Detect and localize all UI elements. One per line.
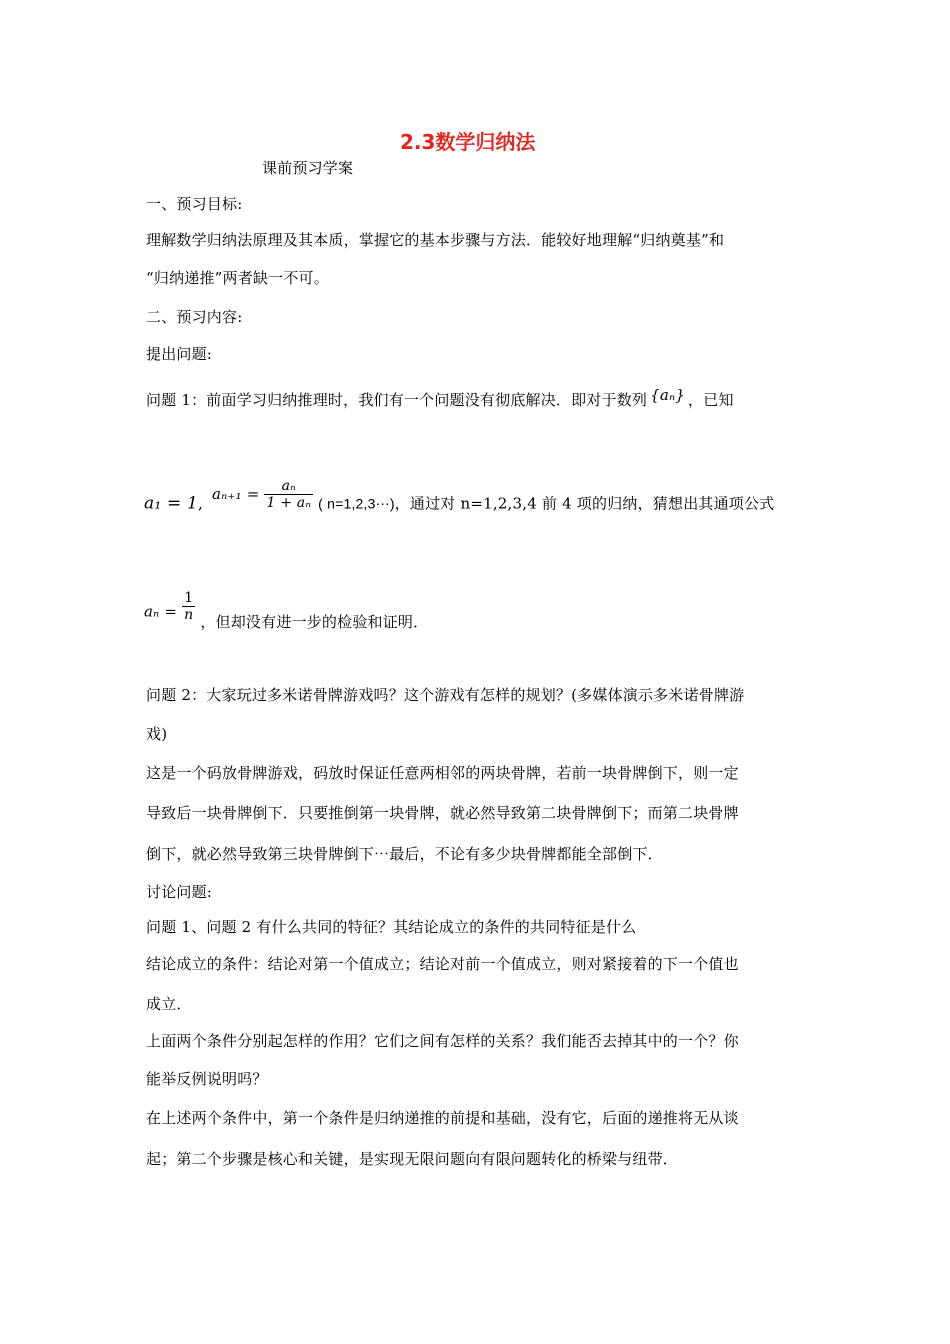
- formula-comma: ,: [198, 494, 203, 513]
- question1-text: 问题 1：前面学习归纳推理时，我们有一个问题没有彻底解决．即对于数列: [146, 391, 648, 409]
- question2-line2: 戏): [146, 725, 168, 743]
- raise-questions-heading: 提出问题:: [146, 345, 213, 363]
- section1-heading: 一、预习目标:: [146, 195, 243, 213]
- conjecture-fraction: [182, 590, 195, 623]
- domino-paragraph-line3: 倒下，就必然导致第三块骨牌倒下⋯最后，不论有多少块骨牌都能全部倒下．: [146, 845, 663, 863]
- answer-line2: 起；第二个步骤是核心和关键，是实现无限问题向有限问题转化的桥梁与纽带．: [146, 1150, 679, 1168]
- question1-tail: ，已知: [688, 391, 734, 409]
- discussion-heading: 讨论问题:: [146, 883, 213, 901]
- sequence-notation: {aₙ}: [650, 386, 686, 404]
- conjecture-text: ，但却没有进一步的检验和证明．: [200, 612, 429, 631]
- recurrence-fraction: [264, 478, 313, 511]
- question1-line1: [146, 386, 734, 410]
- section2-heading: 二、预习内容:: [146, 308, 243, 326]
- page-subtitle: 课前预习学案: [262, 159, 354, 177]
- conjecture-numerator: 1: [184, 590, 194, 606]
- recurrence-formula-line: [144, 478, 775, 521]
- conjecture-denominator: n: [184, 607, 194, 623]
- initial-term: a₁ = 1: [144, 493, 199, 514]
- section1-text-line1: 理解数学归纳法原理及其本质，掌握它的基本步骤与方法．能较好地理解“归纳奠基”和: [146, 231, 725, 249]
- roles-question-line2: 能举反例说明吗？: [146, 1070, 268, 1088]
- roles-question-line1: 上面两个条件分别起怎样的作用？它们之间有怎样的关系？我们能否去掉其中的一个？你: [146, 1032, 739, 1050]
- section1-text-line2: “归纳递推”两者缺一不可。: [146, 269, 329, 287]
- conjecture-lhs: aₙ =: [144, 602, 178, 621]
- question2-line1: 问题 2：大家玩过多米诺骨牌游戏吗？这个游戏有怎样的规划？(多媒体演示多米诺骨牌游: [146, 686, 745, 704]
- domino-paragraph-line2: 导致后一块骨牌倒下．只要推倒第一块骨牌，就必然导致第二块骨牌倒下；而第二块骨牌: [146, 804, 739, 822]
- conditions-line1: 结论成立的条件：结论对第一个值成立；结论对前一个值成立，则对紧接着的下一个值也: [146, 955, 739, 973]
- answer-line1: 在上述两个条件中，第一个条件是归纳递推的前提和基础，没有它，后面的递推将无从谈: [146, 1109, 739, 1127]
- domino-paragraph-line1: 这是一个码放骨牌游戏，码放时保证任意两相邻的两块骨牌，若前一块骨牌倒下，则一定: [146, 764, 739, 782]
- discussion-question: 问题 1、问题 2 有什么共同的特征？其结论成立的条件的共同特征是什么: [146, 918, 637, 936]
- conditions-line2: 成立．: [146, 995, 192, 1013]
- index-range: ( n=1,2,3⋯): [318, 495, 395, 512]
- recurrence-lhs: aₙ₊₁ =: [211, 484, 260, 503]
- recurrence-denominator: 1 + aₙ: [266, 495, 312, 511]
- recurrence-numerator: aₙ: [281, 478, 297, 494]
- page-title: 2.3数学归纳法: [400, 130, 536, 154]
- recurrence-text: ，通过对 n=1,2,3,4 前 4 项的归纳，猜想出其通项公式: [394, 494, 775, 513]
- conjecture-formula-line: [144, 590, 429, 631]
